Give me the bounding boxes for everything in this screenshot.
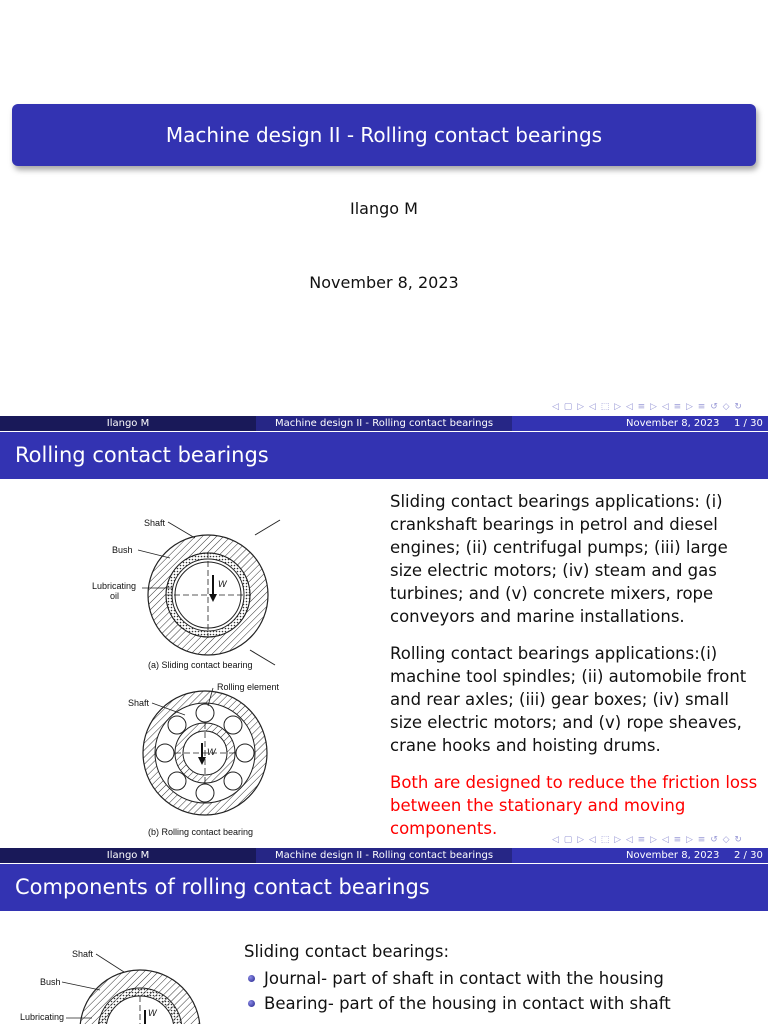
label-w-a: W: [218, 579, 227, 589]
caption-a: (a) Sliding contact bearing: [148, 660, 253, 670]
bullet-item: Bearing- part of the housing in contact with shaft: [244, 992, 754, 1015]
slide1-author: Ilango M: [350, 199, 418, 218]
nav-controls-2[interactable]: ◁ ▢ ▷ ◁ ⬚ ▷ ◁ ≡ ▷ ◁ ≡ ▷ ≡ ↺ ◇ ↻: [552, 835, 743, 845]
slide3-intro: Sliding contact bearings:: [244, 942, 450, 961]
label-lubricating: Lubricating: [20, 1012, 65, 1022]
label-bush: Bush: [112, 545, 133, 555]
slide2-para3: Both are designed to reduce the friction loss between the stationary and moving components.: [390, 773, 758, 838]
bearing-figure: [80, 510, 310, 840]
footer-date: November 8, 2023: [626, 850, 720, 861]
label-rolling-element: Rolling element: [217, 682, 280, 692]
rolling-bearing-diagram: [143, 688, 267, 815]
label-oil: oil: [110, 591, 120, 601]
footer-author: Ilango M: [0, 848, 256, 863]
slide2-title: Rolling contact bearings: [15, 443, 269, 467]
footer-right: [512, 416, 768, 431]
slide3-text: [244, 940, 754, 1017]
slide3-title: Components of rolling contact bearings: [15, 875, 430, 899]
label-bush: Bush: [40, 977, 61, 987]
bullet-item: Journal- part of shaft in contact with the housing: [244, 967, 754, 990]
footer-author: Ilango M: [0, 416, 256, 431]
slide1-date: November 8, 2023: [309, 273, 459, 292]
slide3-bullets: [244, 967, 754, 1015]
slide2-text: [390, 490, 760, 840]
footer-right: [512, 848, 768, 863]
label-shaft-b: Shaft: [128, 698, 150, 708]
slide1-title: Machine design II - Rolling contact bearings: [165, 123, 603, 147]
slide2-para1: Sliding contact bearings applications: (i) crankshaft bearings in petrol and diesel engines; (ii) centrifugal pumps; (iii) large size electric motors; (iv) steam and gas turbines; and (v) concrete mixers, rope conveyors and marine installations.: [390, 492, 728, 626]
footer-title: Machine design II - Rolling contact bearings: [256, 416, 512, 431]
footer-title: Machine design II - Rolling contact bearings: [256, 848, 512, 863]
bullet-icon: [248, 975, 255, 982]
label-w-b: W: [207, 747, 216, 757]
label-w: W: [148, 1008, 157, 1018]
nav-controls-1[interactable]: ◁ ▢ ▷ ◁ ⬚ ▷ ◁ ≡ ▷ ◁ ≡ ▷ ≡ ↺ ◇ ↻: [552, 402, 743, 412]
slide3-frametitle: [0, 864, 768, 911]
footer-1: [0, 416, 768, 431]
label-shaft: Shaft: [72, 949, 94, 959]
footer-page: 1 / 30: [734, 418, 763, 429]
sliding-bearing-diagram: [138, 520, 280, 665]
caption-b: (b) Rolling contact bearing: [148, 827, 254, 837]
label-shaft: Shaft: [144, 518, 166, 528]
label-lubricating: Lubricating: [92, 581, 137, 591]
slide1-title-box: [12, 104, 756, 166]
slide2-para2: Rolling contact bearings applications:(i) machine tool spindles; (ii) automobile front and rear axles; (iii) gear boxes; (iv) small size electric motors; and (v) rope sheaves, crane hooks and hoisting drums.: [390, 644, 747, 755]
footer-page: 2 / 30: [734, 850, 763, 861]
bullet-icon: [248, 1000, 255, 1007]
slide2-frametitle: [0, 432, 768, 479]
slide3-bearing-figure: [20, 940, 220, 1024]
footer-date: November 8, 2023: [626, 418, 720, 429]
footer-2: [0, 848, 768, 863]
